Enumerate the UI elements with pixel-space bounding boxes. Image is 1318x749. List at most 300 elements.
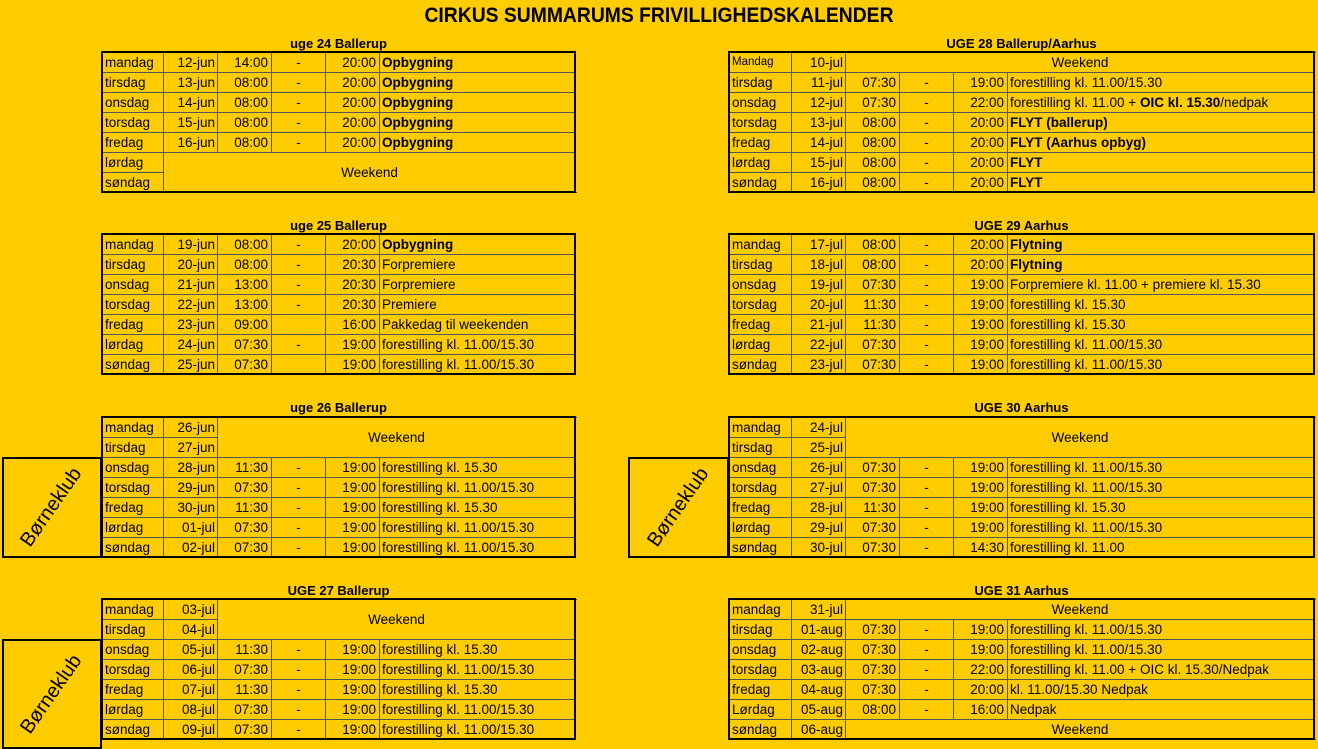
weekend-cell: Weekend xyxy=(846,720,1315,740)
end-time-cell: 19:00 xyxy=(326,518,380,538)
day-cell: onsdag xyxy=(730,458,792,478)
end-time-cell: 19:00 xyxy=(326,458,380,478)
dash-cell: - xyxy=(900,73,954,93)
start-time-cell: 08:00 xyxy=(218,113,272,133)
start-time-cell: 08:00 xyxy=(846,173,900,193)
dash-cell: - xyxy=(272,235,326,255)
date-cell: 14-jun xyxy=(164,93,218,113)
date-cell: 08-jul xyxy=(164,700,218,720)
dash-cell: - xyxy=(272,518,326,538)
table-row xyxy=(730,720,1315,740)
start-time-cell: 07:30 xyxy=(846,275,900,295)
start-time-cell: 08:00 xyxy=(846,255,900,275)
start-time-cell: 07:30 xyxy=(846,478,900,498)
description-cell: forestilling kl. 11.00 + OIC kl. 15.30/Nedpak xyxy=(1008,660,1315,680)
description-cell: forestilling kl. 11.00 xyxy=(1008,538,1315,558)
table-row xyxy=(103,538,576,558)
end-time-cell: 19:00 xyxy=(326,498,380,518)
dash-cell: - xyxy=(272,275,326,295)
day-cell: torsdag xyxy=(103,295,164,315)
week-title: uge 24 Ballerup xyxy=(290,36,387,51)
table-row xyxy=(103,255,576,275)
date-cell: 25-jun xyxy=(164,355,218,375)
end-time-cell: 19:00 xyxy=(954,640,1008,660)
day-cell: onsdag xyxy=(730,275,792,295)
description-cell: forestilling kl. 11.00/15.30 xyxy=(380,660,576,680)
day-cell: fredag xyxy=(730,133,792,153)
week-title: UGE 30 Aarhus xyxy=(974,400,1069,415)
end-time-cell: 19:00 xyxy=(954,355,1008,375)
borneklub-box xyxy=(2,457,102,558)
week-table xyxy=(102,599,576,740)
day-cell: mandag xyxy=(730,600,792,620)
end-time-cell: 19:00 xyxy=(326,640,380,660)
borneklub-box xyxy=(628,457,729,558)
week-title: UGE 29 Aarhus xyxy=(974,218,1069,233)
start-time-cell: 07:30 xyxy=(846,458,900,478)
table-row xyxy=(730,113,1315,133)
table-row xyxy=(103,53,576,73)
dash-cell: - xyxy=(272,53,326,73)
start-time-cell: 07:30 xyxy=(846,93,900,113)
date-cell: 13-jul xyxy=(792,113,846,133)
description-cell: forestilling kl. 15.30 xyxy=(380,458,576,478)
day-cell: tirsdag xyxy=(103,620,164,640)
description-part: OIC kl. 15.30 xyxy=(1139,95,1221,110)
start-time-cell: 07:30 xyxy=(846,620,900,640)
date-cell: 28-jun xyxy=(164,458,218,478)
start-time-cell: 13:00 xyxy=(218,295,272,315)
date-cell: 27-jul xyxy=(792,478,846,498)
date-cell: 20-jun xyxy=(164,255,218,275)
description-cell: forestilling kl. 15.30 xyxy=(380,680,576,700)
table-row xyxy=(730,153,1315,173)
end-time-cell: 19:00 xyxy=(954,458,1008,478)
table-row xyxy=(730,275,1315,295)
date-cell: 16-jul xyxy=(792,173,846,193)
description-cell: forestilling kl. 11.00/15.30 xyxy=(1008,620,1315,640)
dash-cell: - xyxy=(272,93,326,113)
date-cell: 13-jun xyxy=(164,73,218,93)
description-cell: forestilling kl. 11.00/15.30 xyxy=(380,478,576,498)
end-time-cell: 19:00 xyxy=(326,700,380,720)
table-row xyxy=(730,73,1315,93)
dash-cell: - xyxy=(272,295,326,315)
week-title: UGE 31 Aarhus xyxy=(974,583,1069,598)
dash-cell: - xyxy=(900,518,954,538)
date-cell: 19-jul xyxy=(792,275,846,295)
date-cell: 30-jun xyxy=(164,498,218,518)
day-cell: torsdag xyxy=(730,113,792,133)
day-cell: lørdag xyxy=(730,153,792,173)
date-cell: 19-jun xyxy=(164,235,218,255)
day-cell: mandag xyxy=(103,418,164,438)
start-time-cell: 08:00 xyxy=(218,73,272,93)
day-cell: torsdag xyxy=(730,478,792,498)
dash-cell: - xyxy=(272,538,326,558)
day-cell: fredag xyxy=(730,498,792,518)
start-time-cell: 11:30 xyxy=(846,315,900,335)
description-cell: forestilling kl. 11.00/15.30 xyxy=(1008,478,1315,498)
description-cell: forestilling kl. 11.00/15.30 xyxy=(380,335,576,355)
day-cell: søndag xyxy=(103,355,164,375)
weekend-cell: Weekend xyxy=(846,418,1315,458)
table-row xyxy=(730,133,1315,153)
table-row xyxy=(103,133,576,153)
start-time-cell: 08:00 xyxy=(846,700,900,720)
dash-cell: - xyxy=(272,680,326,700)
day-cell: søndag xyxy=(103,720,164,740)
start-time-cell: 11:30 xyxy=(218,498,272,518)
start-time-cell: 11:30 xyxy=(218,640,272,660)
date-cell: 20-jul xyxy=(792,295,846,315)
start-time-cell: 07:30 xyxy=(218,538,272,558)
day-cell: lørdag xyxy=(103,700,164,720)
date-cell: 11-jul xyxy=(792,73,846,93)
table-row xyxy=(730,660,1315,680)
week-title: uge 25 Ballerup xyxy=(290,218,387,233)
week-table xyxy=(729,234,1315,375)
table-row xyxy=(730,53,1315,73)
end-time-cell: 20:00 xyxy=(326,93,380,113)
dash-cell: - xyxy=(900,133,954,153)
description-cell: forestilling kl. 11.00/15.30 xyxy=(1008,640,1315,660)
dash-cell: - xyxy=(900,335,954,355)
week-table xyxy=(729,599,1315,740)
day-cell: Lørdag xyxy=(730,700,792,720)
table-row xyxy=(103,418,576,438)
table-row xyxy=(730,600,1315,620)
end-time-cell: 19:00 xyxy=(954,498,1008,518)
end-time-cell: 20:00 xyxy=(326,113,380,133)
day-cell: fredag xyxy=(103,680,164,700)
day-cell: tirsdag xyxy=(730,620,792,640)
start-time-cell: 07:30 xyxy=(218,335,272,355)
table-row xyxy=(730,173,1315,193)
dash-cell: - xyxy=(900,620,954,640)
description-cell: forestilling kl. 11.00/15.30 xyxy=(380,518,576,538)
date-cell: 21-jun xyxy=(164,275,218,295)
table-row xyxy=(730,458,1315,478)
week-table xyxy=(102,234,576,375)
day-cell: søndag xyxy=(730,538,792,558)
day-cell: mandag xyxy=(730,418,792,438)
start-time-cell: 07:30 xyxy=(218,355,272,375)
day-cell: mandag xyxy=(730,235,792,255)
date-cell: 29-jun xyxy=(164,478,218,498)
table-row xyxy=(103,700,576,720)
weekend-cell: Weekend xyxy=(846,600,1315,620)
table-row xyxy=(103,153,576,173)
end-time-cell: 19:00 xyxy=(326,660,380,680)
dash-cell: - xyxy=(900,255,954,275)
dash-cell: - xyxy=(900,275,954,295)
dash-cell: - xyxy=(900,295,954,315)
date-cell: 09-jul xyxy=(164,720,218,740)
start-time-cell: 07:30 xyxy=(846,518,900,538)
weekend-cell: Weekend xyxy=(218,600,576,640)
start-time-cell: 07:30 xyxy=(846,538,900,558)
description-cell: Premiere xyxy=(380,295,576,315)
day-cell: lørdag xyxy=(103,153,164,173)
start-time-cell: 11:30 xyxy=(218,680,272,700)
table-row xyxy=(103,518,576,538)
start-time-cell: 07:30 xyxy=(846,680,900,700)
date-cell: 04-aug xyxy=(792,680,846,700)
week-table xyxy=(729,417,1315,558)
description-part: /nedpak xyxy=(1220,95,1269,110)
date-cell: 03-jul xyxy=(164,600,218,620)
weekend-cell: Weekend xyxy=(218,418,576,458)
start-time-cell: 11:30 xyxy=(218,458,272,478)
table-row xyxy=(103,660,576,680)
week-table xyxy=(729,52,1315,193)
date-cell: 10-jul xyxy=(792,53,846,73)
start-time-cell: 08:00 xyxy=(846,133,900,153)
start-time-cell: 08:00 xyxy=(218,133,272,153)
table-row xyxy=(730,418,1315,438)
description-cell: forestilling kl. 15.30 xyxy=(1008,315,1315,335)
day-cell: søndag xyxy=(103,173,164,193)
table-row xyxy=(103,113,576,133)
description-part: forestilling kl. 11.00 + xyxy=(1010,95,1140,110)
dash-cell: - xyxy=(272,720,326,740)
table-row xyxy=(103,680,576,700)
date-cell: 23-jun xyxy=(164,315,218,335)
borneklub-label: Børneklub xyxy=(16,463,87,551)
date-cell: 01-aug xyxy=(792,620,846,640)
end-time-cell: 19:00 xyxy=(954,295,1008,315)
start-time-cell: 07:30 xyxy=(846,355,900,375)
table-row xyxy=(103,93,576,113)
table-row xyxy=(730,255,1315,275)
description-cell: Pakkedag til weekenden xyxy=(380,315,576,335)
date-cell: 02-jul xyxy=(164,538,218,558)
table-row xyxy=(103,355,576,375)
description-cell: FLYT (ballerup) xyxy=(1008,113,1315,133)
day-cell: fredag xyxy=(730,680,792,700)
day-cell: torsdag xyxy=(103,660,164,680)
day-cell: onsdag xyxy=(103,275,164,295)
table-row xyxy=(730,518,1315,538)
description-cell: FLYT (Aarhus opbyg) xyxy=(1008,133,1315,153)
date-cell: 26-jul xyxy=(792,458,846,478)
start-time-cell: 07:30 xyxy=(218,660,272,680)
date-cell: 15-jun xyxy=(164,113,218,133)
date-cell: 18-jul xyxy=(792,255,846,275)
description-cell: Opbygning xyxy=(380,53,576,73)
end-time-cell: 16:00 xyxy=(326,315,380,335)
description-cell: Forpremiere xyxy=(380,275,576,295)
end-time-cell: 19:00 xyxy=(326,355,380,375)
start-time-cell: 08:00 xyxy=(218,93,272,113)
start-time-cell: 08:00 xyxy=(846,153,900,173)
description-cell: forestilling kl. 15.30 xyxy=(1008,498,1315,518)
start-time-cell: 11:30 xyxy=(846,498,900,518)
end-time-cell: 20:00 xyxy=(954,235,1008,255)
day-cell: fredag xyxy=(730,315,792,335)
description-cell: kl. 11.00/15.30 Nedpak xyxy=(1008,680,1315,700)
description-cell: forestilling kl. 15.30 xyxy=(380,498,576,518)
day-cell: torsdag xyxy=(730,295,792,315)
end-time-cell: 20:00 xyxy=(954,113,1008,133)
table-row xyxy=(103,315,576,335)
table-row xyxy=(730,700,1315,720)
end-time-cell: 19:00 xyxy=(326,478,380,498)
dash-cell: - xyxy=(900,478,954,498)
end-time-cell: 19:00 xyxy=(954,620,1008,640)
week-table xyxy=(102,52,576,193)
table-row xyxy=(103,73,576,93)
end-time-cell: 20:00 xyxy=(954,133,1008,153)
day-cell: fredag xyxy=(103,315,164,335)
date-cell: 24-jun xyxy=(164,335,218,355)
table-row xyxy=(103,295,576,315)
day-cell: onsdag xyxy=(103,640,164,660)
day-cell: tirsdag xyxy=(730,438,792,458)
day-cell: lørdag xyxy=(103,518,164,538)
dash-cell: - xyxy=(900,680,954,700)
day-cell: fredag xyxy=(103,133,164,153)
date-cell: 16-jun xyxy=(164,133,218,153)
end-time-cell: 22:00 xyxy=(954,93,1008,113)
date-cell: 28-jul xyxy=(792,498,846,518)
dash-cell: - xyxy=(272,478,326,498)
table-row xyxy=(730,295,1315,315)
description-cell: Opbygning xyxy=(380,235,576,255)
day-cell: søndag xyxy=(730,173,792,193)
end-time-cell: 19:00 xyxy=(954,518,1008,538)
date-cell: 27-jun xyxy=(164,438,218,458)
dash-cell: - xyxy=(272,640,326,660)
dash-cell: - xyxy=(900,235,954,255)
description-cell xyxy=(1008,93,1315,113)
dash-cell: - xyxy=(900,113,954,133)
start-time-cell: 07:30 xyxy=(218,478,272,498)
description-cell: forestilling kl. 11.00/15.30 xyxy=(380,538,576,558)
end-time-cell: 19:00 xyxy=(954,315,1008,335)
start-time-cell: 09:00 xyxy=(218,315,272,335)
end-time-cell: 19:00 xyxy=(954,73,1008,93)
dash-cell: - xyxy=(900,93,954,113)
date-cell: 30-jul xyxy=(792,538,846,558)
day-cell: onsdag xyxy=(103,458,164,478)
date-cell: 04-jul xyxy=(164,620,218,640)
end-time-cell: 19:00 xyxy=(954,335,1008,355)
dash-cell: - xyxy=(900,173,954,193)
description-cell: Nedpak xyxy=(1008,700,1315,720)
dash-cell: - xyxy=(272,113,326,133)
table-row xyxy=(103,335,576,355)
dash-cell: - xyxy=(900,640,954,660)
date-cell: 02-aug xyxy=(792,640,846,660)
day-cell: onsdag xyxy=(730,93,792,113)
description-cell: forestilling kl. 11.00/15.30 xyxy=(1008,335,1315,355)
day-cell: lørdag xyxy=(730,518,792,538)
day-cell: tirsdag xyxy=(103,255,164,275)
start-time-cell: 07:30 xyxy=(846,660,900,680)
description-cell: FLYT xyxy=(1008,153,1315,173)
start-time-cell: 08:00 xyxy=(218,235,272,255)
week-table xyxy=(102,417,576,558)
day-cell: onsdag xyxy=(730,640,792,660)
description-cell: Flytning xyxy=(1008,235,1315,255)
start-time-cell: 07:30 xyxy=(218,518,272,538)
description-cell: forestilling kl. 11.00/15.30 xyxy=(380,355,576,375)
day-cell: fredag xyxy=(103,498,164,518)
date-cell: 23-jul xyxy=(792,355,846,375)
borneklub-label: Børneklub xyxy=(642,463,714,551)
dash-cell: - xyxy=(272,335,326,355)
table-row xyxy=(730,478,1315,498)
dash-cell: - xyxy=(900,660,954,680)
table-row xyxy=(103,235,576,255)
description-cell: forestilling kl. 15.30 xyxy=(1008,295,1315,315)
start-time-cell: 08:00 xyxy=(218,255,272,275)
description-cell: forestilling kl. 11.00/15.30 xyxy=(1008,458,1315,478)
table-row xyxy=(730,93,1315,113)
description-cell: Opbygning xyxy=(380,133,576,153)
description-cell: FLYT xyxy=(1008,173,1315,193)
end-time-cell: 20:00 xyxy=(326,53,380,73)
end-time-cell: 19:00 xyxy=(326,680,380,700)
date-cell: 25-jul xyxy=(792,438,846,458)
end-time-cell: 20:00 xyxy=(954,153,1008,173)
date-cell: 21-jul xyxy=(792,315,846,335)
day-cell: mandag xyxy=(103,235,164,255)
date-cell: 17-jul xyxy=(792,235,846,255)
end-time-cell: 22:00 xyxy=(954,660,1008,680)
description-cell: forestilling kl. 11.00/15.30 xyxy=(1008,355,1315,375)
day-cell: søndag xyxy=(730,355,792,375)
dash-cell: - xyxy=(900,458,954,478)
table-row xyxy=(103,600,576,620)
description-cell: Forpremiere kl. 11.00 + premiere kl. 15.30 xyxy=(1008,275,1315,295)
date-cell: 06-jul xyxy=(164,660,218,680)
dash-cell: - xyxy=(900,153,954,173)
start-time-cell: 07:30 xyxy=(846,335,900,355)
table-row xyxy=(730,620,1315,640)
table-row xyxy=(730,640,1315,660)
dash-cell: - xyxy=(272,133,326,153)
date-cell: 22-jul xyxy=(792,335,846,355)
table-row xyxy=(103,498,576,518)
end-time-cell: 20:00 xyxy=(326,73,380,93)
day-cell: mandag xyxy=(103,600,164,620)
day-cell: tirsdag xyxy=(730,73,792,93)
date-cell: 06-aug xyxy=(792,720,846,740)
date-cell: 01-jul xyxy=(164,518,218,538)
description-cell: forestilling kl. 11.00/15.30 xyxy=(1008,73,1315,93)
start-time-cell: 07:30 xyxy=(846,640,900,660)
end-time-cell: 20:30 xyxy=(326,295,380,315)
end-time-cell: 20:00 xyxy=(954,255,1008,275)
date-cell: 07-jul xyxy=(164,680,218,700)
table-row xyxy=(730,335,1315,355)
table-row xyxy=(730,680,1315,700)
weekend-cell: Weekend xyxy=(164,153,576,193)
day-cell: lørdag xyxy=(103,335,164,355)
dash-cell xyxy=(272,355,326,375)
dash-cell: - xyxy=(900,498,954,518)
description-cell: forestilling kl. 11.00/15.30 xyxy=(1008,518,1315,538)
end-time-cell: 20:00 xyxy=(326,133,380,153)
start-time-cell: 08:00 xyxy=(846,235,900,255)
week-title: UGE 27 Ballerup xyxy=(287,583,390,598)
day-cell: tirsdag xyxy=(103,438,164,458)
day-cell: søndag xyxy=(730,720,792,740)
dash-cell: - xyxy=(272,73,326,93)
